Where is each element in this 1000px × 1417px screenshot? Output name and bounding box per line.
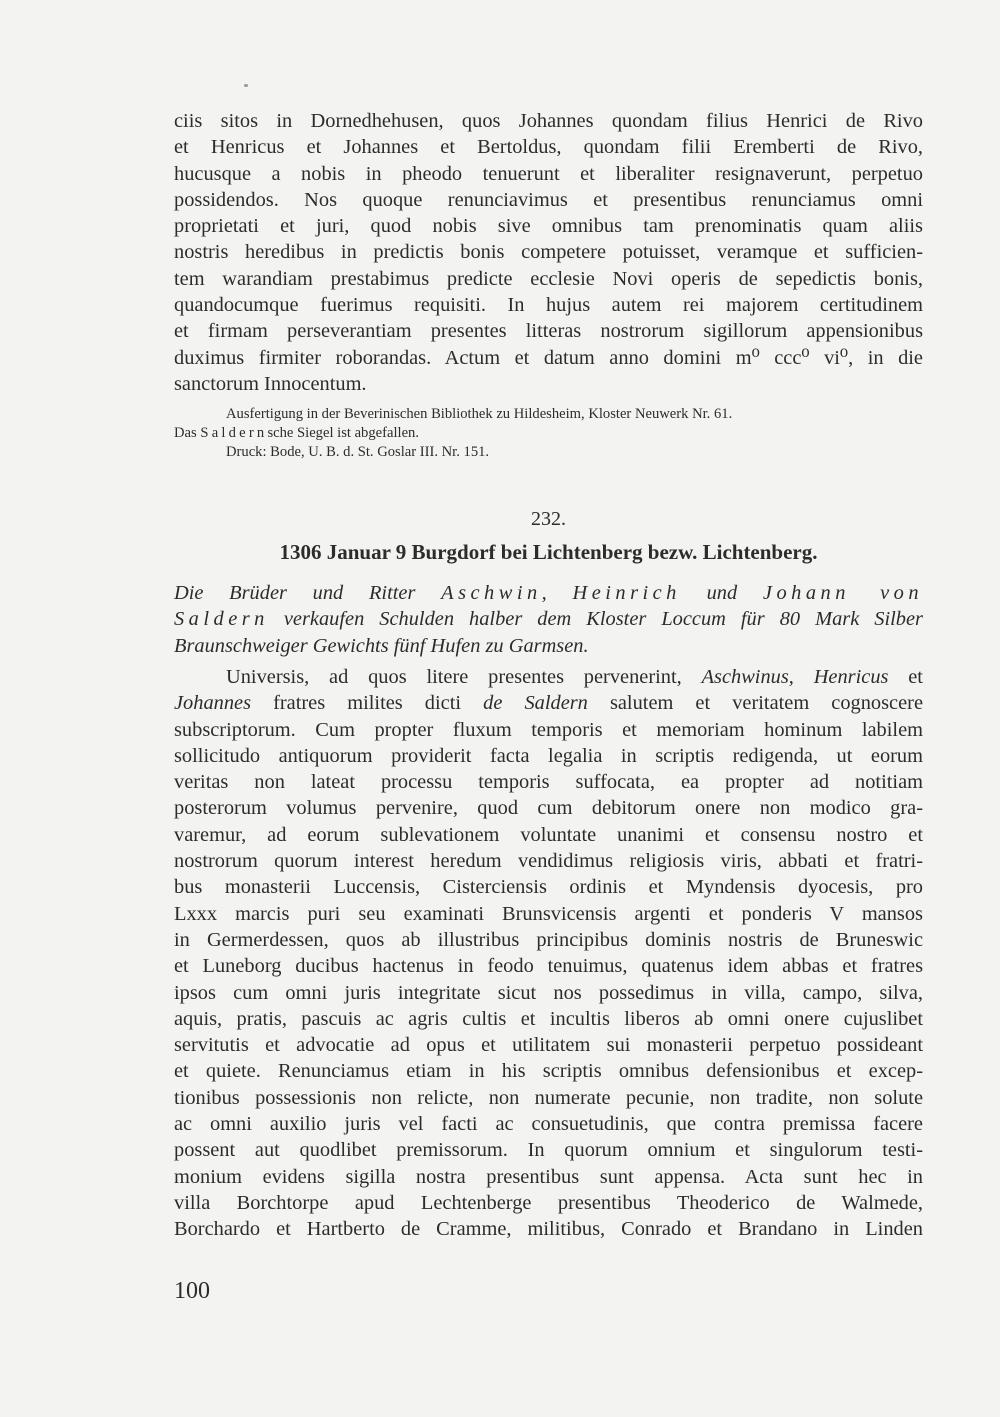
previous-document-notes bbox=[174, 405, 923, 462]
text-line: sollicitudo antiquorum providerit facta legalia in scriptis redigenda, ut eorum bbox=[174, 744, 923, 767]
text-line: ac omni auxilio juris vel facti ac consuetudinis, que contra premissa facere bbox=[174, 1113, 923, 1136]
text-line: Borchardo et Hartberto de Cramme, militibus, Conrado et Brandano in Linden bbox=[174, 1218, 923, 1241]
text-line: ciis sitos in Dornedhehusen, quos Johannes quondam filius Henrici de Rivo bbox=[174, 110, 923, 132]
document-title: 1306 Januar 9 Burgdorf bei Lichtenberg bezw. Lichtenberg. bbox=[279, 540, 818, 564]
text-line: Universis, ad quos litere presentes pervenerint, Aschwinus, Henricus et bbox=[226, 666, 923, 688]
text-line: veritas non lateat processu temporis suffocata, ea propter ad notitiam bbox=[174, 771, 923, 794]
text-line: proprietati et juri, quod nobis sive omnibus tam prenominatis quam aliis bbox=[174, 215, 923, 238]
text-line: hucusque a nobis in pheodo tenuerunt et liberaliter resignaverunt, perpetuo bbox=[174, 162, 923, 185]
text-line: et Henricus et Johannes et Bertoldus, quondam filii Eremberti de Rivo, bbox=[174, 136, 923, 159]
regest-line-1: Die Brüder und Ritter Aschwin, Heinrich und Johann von bbox=[174, 582, 923, 604]
note-print: Druck: Bode, U. B. d. St. Goslar III. Nr. 151. bbox=[226, 444, 490, 460]
text-line: ipsos cum omni juris integritate sicut nos possedimus in villa, campo, silva, bbox=[174, 981, 923, 1004]
document-paragraph bbox=[174, 664, 923, 1243]
document-regest bbox=[174, 580, 923, 659]
text-line: et Luneborg ducibus hactenus in feodo tenuimus, quatenus idem abbas et fratres bbox=[174, 955, 923, 978]
text-line: monium evidens sigilla nostra presentibus sunt appensa. Acta sunt hec in bbox=[174, 1165, 923, 1188]
text-line: tionibus possessionis non relicte, non numerate pecunie, non tradite, non solute bbox=[174, 1086, 923, 1109]
previous-document-paragraph bbox=[174, 108, 923, 397]
print-speck bbox=[244, 84, 248, 87]
document-text bbox=[174, 664, 923, 1243]
text-line: varemur, ad eorum sublevationem voluntate unanimi et consensu nostro et bbox=[174, 823, 923, 846]
text-line: et firmam perseverantiam presentes litteras nostrorum sigillorum appensionibus bbox=[174, 320, 923, 343]
page-number: 100 bbox=[174, 1278, 210, 1304]
text-line: duximus firmiter roborandas. Actum et datum anno domini m⁰ ccc⁰ vi⁰, in die bbox=[174, 346, 923, 369]
document-number: 232. bbox=[531, 508, 566, 530]
text-line: nostrorum quorum interest heredum vendidimus religiosis viris, abbati et fratri- bbox=[174, 850, 923, 873]
text-line: possidendos. Nos quoque renunciavimus et presentibus renunciamus omni bbox=[174, 188, 923, 211]
previous-document-text bbox=[174, 108, 923, 397]
note-source: Ausfertigung in der Beverinischen Bibliothek zu Hildesheim, Kloster Neuwerk Nr. 61. bbox=[226, 406, 733, 422]
text-line: posterorum volumus pervenire, quod cum debitorum onere non modico gra- bbox=[174, 797, 923, 820]
text-line: subscriptorum. Cum propter fluxum temporis et memoriam hominum labilem bbox=[174, 718, 923, 741]
text-line: in Germerdessen, quos ab illustribus principibus dominis nostris de Bruneswic bbox=[174, 928, 923, 951]
text-line: quandocumque fuerimus requisiti. In hujus autem rei majorem certitudinem bbox=[174, 294, 923, 317]
text-line: possent aut quodlibet premissorum. In quorum omnium et singulorum testi- bbox=[174, 1139, 923, 1162]
text-line: Johannes fratres milites dicti de Saldern salutem et veritatem cognoscere bbox=[174, 692, 923, 715]
text-line: aquis, pratis, pascuis ac agris cultis et incultis liberos ab omni onere cujuslibet bbox=[174, 1007, 923, 1030]
note-seal-name: Saldern bbox=[200, 425, 268, 441]
text-line: servitutis et advocatie ad opus et utilitatem sui monasterii perpetuo possideant bbox=[174, 1034, 923, 1057]
text-line: tem warandiam prestabimus predicte ecclesie Novi operis de sepedictis bonis, bbox=[174, 267, 923, 290]
text-line: sanctorum Innocentum. bbox=[174, 372, 367, 395]
regest-line-3: Braunschweiger Gewichts fünf Hufen zu Garmsen. bbox=[174, 634, 589, 657]
text-line: nostris heredibus in predictis bonis competere potuisset, veramque et sufficien- bbox=[174, 241, 923, 264]
regest-line-2: Saldern verkaufen Schulden halber dem Kloster Loccum für 80 Mark Silber bbox=[174, 608, 923, 631]
text-line: villa Borchtorpe apud Lechtenberge presentibus Theoderico de Walmede, bbox=[174, 1191, 923, 1214]
text-line: Lxxx marcis puri seu examinati Brunsvicensis argenti et ponderis V mansos bbox=[174, 902, 923, 925]
text-line: et quiete. Renunciamus etiam in his scriptis omnibus defensionibus et excep- bbox=[174, 1060, 923, 1083]
text-line: bus monasterii Luccensis, Cisterciensis ordinis et Myndensis dyocesis, pro bbox=[174, 876, 923, 899]
note-seal: Das Saldernsche Siegel ist abgefallen. bbox=[174, 425, 419, 441]
